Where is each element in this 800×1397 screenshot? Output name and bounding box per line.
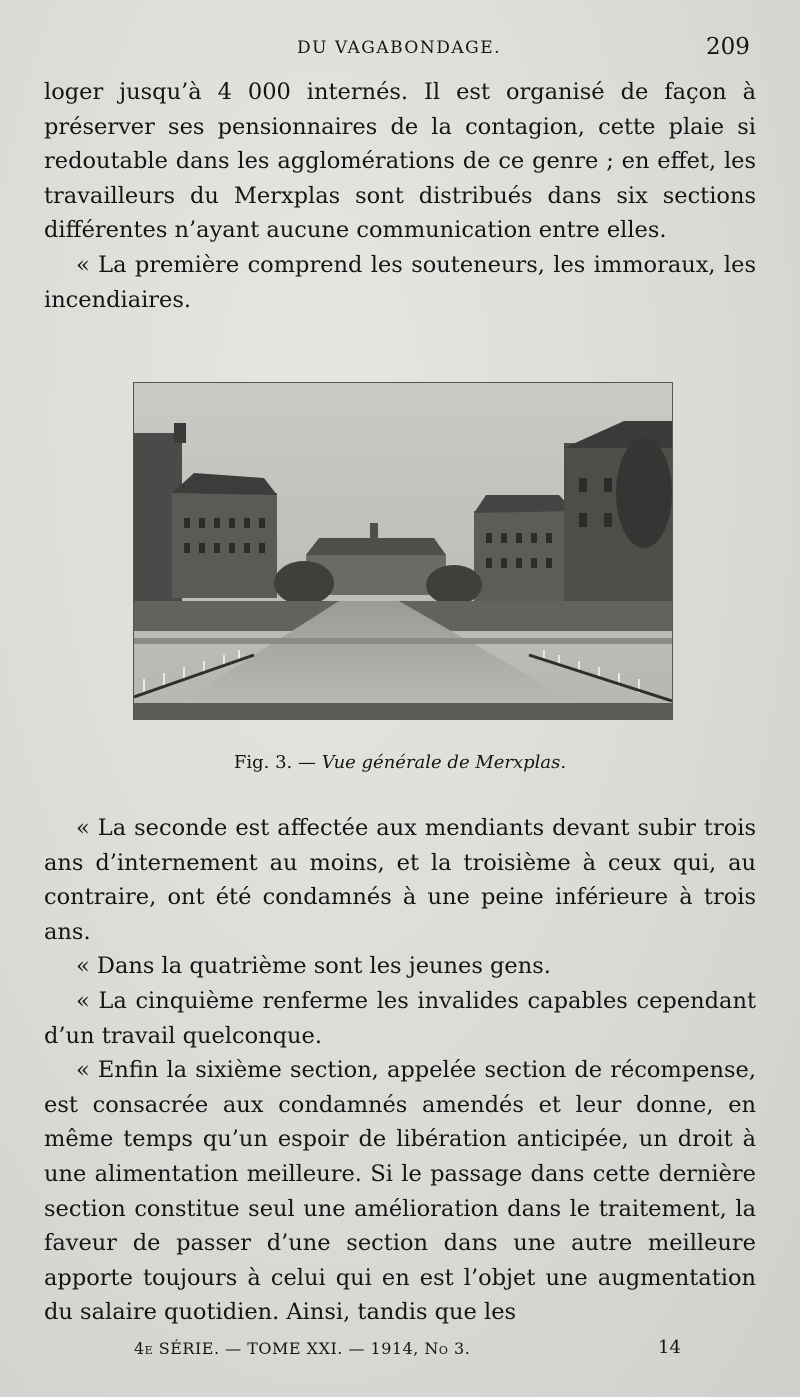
figure-title: Vue générale de Merxplas. (321, 752, 567, 773)
page-header (0, 34, 800, 64)
page-footer (0, 1339, 800, 1369)
text-after-figure (44, 811, 756, 1330)
figure-label: Fig. 3. — (233, 752, 322, 773)
running-title: DU VAGABONDAGE. (297, 38, 502, 58)
paragraph: « La première comprend les souteneurs, les immoraux, les incendiaires. (44, 251, 756, 313)
signature-mark: 14 (658, 1337, 681, 1358)
page-number: 209 (706, 34, 750, 60)
paragraph: « Enfin la sixième section, appelée section de récompense, est consacrée aux condamnés amendés et leur donne, en même temps qu’un espoir de libération anticipée, un droit à une alimentation meilleure. Si le passage dans cette dernière section constitue seul une amélioration dans le traitement, la faveur de passer d’une section dans une autre meilleure apporte toujours à celui qui en est l’objet une augmentation du salaire quotidien. Ainsi, tandis que les (44, 1057, 756, 1326)
series-info: 4e SÉRIE. — TOME XXI. — 1914, No 3. (134, 1339, 471, 1358)
paragraph: loger jusqu’à 4 000 internés. Il est organisé de façon à préserver ses pensionnaires de la contagion, cette plaie si redoutable dans les agglomérations de ce genre ; en effet, les travailleurs du Merxplas sont distribués dans six sections différentes n’ayant aucune communication entre elles. (44, 79, 756, 244)
paragraph: « La seconde est affectée aux mendiants devant subir trois ans d’internement au moins, et la troisième à ceux qui, au contraire, ont été condamnés à une peine inférieure à trois ans. (44, 815, 756, 945)
photo-illustration (134, 383, 672, 719)
paragraph: « Dans la quatrième sont les jeunes gens. (76, 953, 551, 980)
figure-caption (0, 752, 800, 773)
text-before-figure (44, 75, 756, 317)
photograph-merxplas (133, 382, 673, 720)
paragraph: « La cinquième renferme les invalides capables cependant d’un travail quelconque. (44, 987, 756, 1049)
